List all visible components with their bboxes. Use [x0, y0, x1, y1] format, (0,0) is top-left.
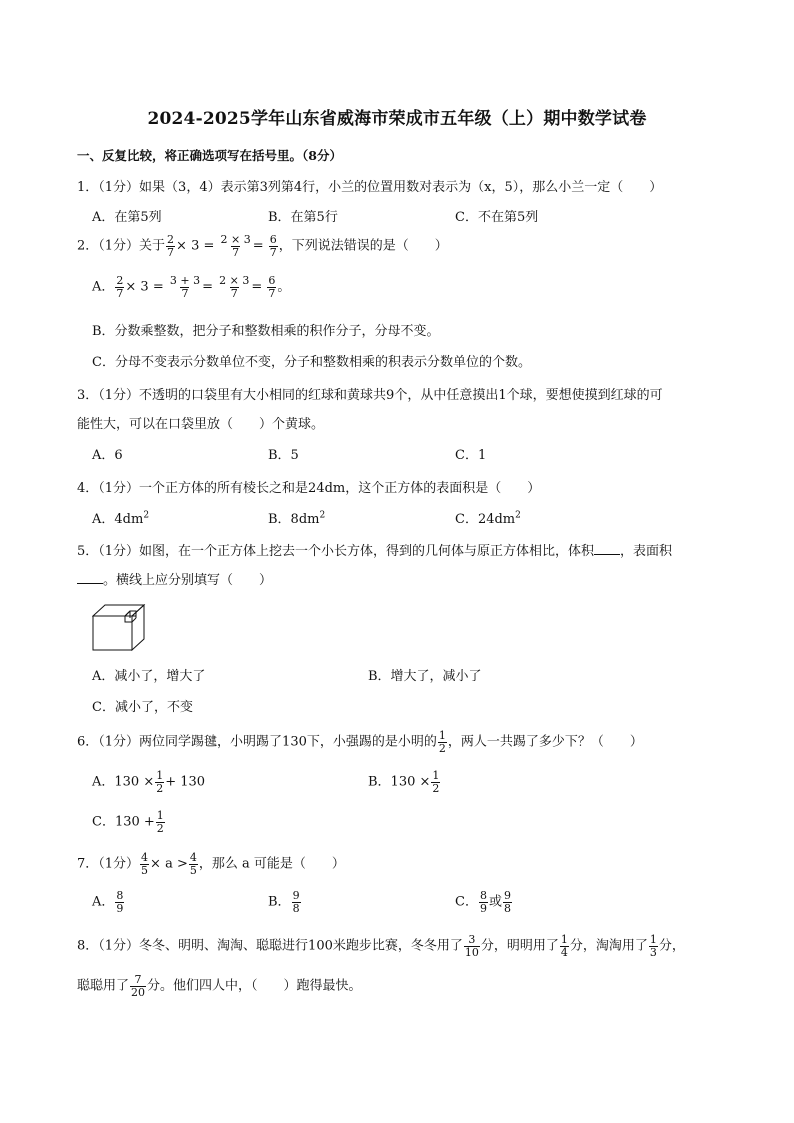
text-run: 。 — [277, 279, 291, 295]
question-2 — [77, 234, 448, 258]
numerator: 4 — [141, 851, 149, 864]
text-run: 2 — [319, 510, 326, 521]
text-run: 分， — [658, 938, 685, 954]
fraction — [166, 234, 175, 258]
numerator: 3 — [468, 933, 476, 946]
fraction — [220, 234, 252, 258]
numerator: 1 — [432, 769, 440, 782]
text-run: 8．（1分）冬冬、明明、淘淘、聪聪进行100米跑步比赛，冬冬用了 — [77, 938, 463, 954]
denominator: 7 — [269, 245, 277, 259]
question-3-line-2: 能性大，可以在口袋里放（ ）个黄球。 — [77, 417, 325, 432]
fraction — [649, 934, 658, 958]
numerator: 8 — [479, 889, 487, 902]
q1-option-b: B．在第5行 — [268, 210, 338, 225]
denominator: 7 — [232, 245, 240, 259]
denominator: 8 — [292, 901, 300, 915]
q4-option-c — [455, 508, 521, 527]
text-run: 6．（1分）两位同学踢毽，小明踢了130下，小强踢的是小明的 — [77, 734, 437, 750]
text-run: 7．（1分） — [77, 856, 140, 872]
denominator: 2 — [432, 781, 440, 795]
text-run: = — [251, 279, 263, 295]
denominator: 3 — [649, 945, 657, 959]
cube-side-face — [132, 605, 144, 650]
fraction — [189, 852, 198, 876]
question-8-line-1 — [77, 934, 685, 958]
q2-option-b: B．分数乘整数，把分子和整数相乘的积作分子，分母不变。 — [92, 324, 440, 339]
fraction — [292, 890, 301, 914]
q6-option-a — [92, 770, 205, 794]
text-run: × a > — [150, 856, 188, 872]
q7-option-a — [92, 890, 125, 914]
numerator: 9 — [503, 889, 511, 902]
denominator: 5 — [189, 863, 197, 877]
denominator: 2 — [438, 741, 446, 755]
text-run: B．130 × — [368, 774, 431, 790]
question-1: 1．（1分）如果（3，4）表示第3列第4行，小兰的位置用数对表示为（x，5），那么小兰一定（ ） — [77, 180, 663, 195]
question-5-line-1 — [77, 540, 672, 559]
denominator: 7 — [181, 286, 189, 300]
q7-option-c — [455, 890, 513, 914]
question-4: 4．（1分）一个正方体的所有棱长之和是24dm，这个正方体的表面积是（ ） — [77, 481, 541, 496]
numerator: 2 × 3 — [219, 274, 250, 287]
text-run: A．4dm — [92, 512, 144, 527]
text-run: 或 — [488, 894, 502, 910]
fraction — [464, 934, 480, 958]
numerator: 4 — [189, 851, 197, 864]
fraction — [130, 974, 146, 998]
text-run: 分，明明用了 — [480, 938, 559, 954]
numerator: 7 — [134, 973, 142, 986]
denominator: 8 — [503, 901, 511, 915]
denominator: 9 — [116, 901, 124, 915]
denominator: 7 — [268, 286, 276, 300]
numerator: 3 + 3 — [169, 274, 201, 287]
text-run: A．130 × — [92, 774, 155, 790]
section-heading: 一、反复比较，将正确选项写在括号里。（8分） — [77, 148, 342, 163]
text-run: C． — [455, 894, 478, 910]
text-run: × 3 = — [125, 279, 164, 295]
q3-option-b: B．5 — [268, 448, 299, 463]
numerator: 9 — [292, 889, 300, 902]
text-run: C．24dm — [455, 512, 516, 527]
text-run: = — [202, 279, 213, 295]
text-run: C．130 + — [92, 814, 155, 830]
exam-title: 2024-2025学年山东省威海市荣成市五年级（上）期中数学试卷 — [147, 109, 647, 129]
q1-option-a: A．在第5列 — [92, 210, 162, 225]
text-run: 分。他们四人中，（ ）跑得最快。 — [147, 978, 362, 994]
fraction — [115, 890, 124, 914]
text-run: ，表面积 — [620, 544, 673, 559]
q4-option-a — [92, 508, 149, 527]
numerator: 1 — [156, 809, 164, 822]
text-run: 2 — [515, 510, 521, 521]
cube-front-face — [93, 616, 132, 650]
text-run: ，那么 a 可能是（ ） — [198, 856, 345, 872]
fraction — [438, 730, 447, 754]
fraction — [140, 852, 149, 876]
q3-option-a: A．6 — [92, 448, 123, 463]
denominator: 4 — [560, 945, 568, 959]
q4-option-b — [268, 508, 325, 527]
numerator: 1 — [560, 933, 568, 946]
q1-option-c: C．不在第5列 — [455, 210, 539, 225]
text-run: ，下列说法错误的是（ ） — [278, 238, 448, 254]
numerator: 2 — [116, 274, 124, 287]
text-run: B． — [268, 894, 291, 910]
text-run: A． — [92, 894, 115, 910]
fraction — [115, 275, 124, 299]
numerator: 1 — [649, 933, 657, 946]
denominator: 7 — [230, 286, 238, 300]
question-8-line-2 — [77, 974, 362, 998]
answer-blank — [77, 571, 103, 584]
cube-figure — [92, 604, 146, 652]
denominator: 2 — [156, 781, 164, 795]
numerator: 1 — [156, 769, 164, 782]
text-run: B．8dm — [268, 512, 320, 527]
text-run: × 3 = — [176, 238, 215, 254]
text-run: A． — [92, 279, 115, 295]
numerator: 6 — [268, 274, 276, 287]
text-run: 5．（1分）如图，在一个正方体上挖去一个小长方体，得到的几何体与原正方体相比，体积 — [77, 544, 595, 559]
denominator: 7 — [167, 245, 175, 259]
numerator: 2 × 3 — [220, 233, 251, 246]
fraction — [269, 234, 278, 258]
text-run: 。横线上应分别填写（ ） — [103, 573, 273, 588]
q7-option-b — [268, 890, 302, 914]
q2-option-c: C．分母不变表示分数单位不变，分子和整数相乘的积表示分数单位的个数。 — [92, 355, 531, 370]
cutout-front — [125, 616, 132, 622]
answer-blank — [594, 542, 620, 555]
text-run: 2．（1分）关于 — [77, 238, 166, 254]
denominator: 9 — [479, 901, 487, 915]
denominator: 5 — [141, 863, 149, 877]
question-5-line-2 — [77, 569, 272, 588]
denominator: 7 — [116, 286, 124, 300]
fraction — [156, 810, 165, 834]
text-run: = — [252, 238, 264, 254]
numerator: 1 — [438, 729, 446, 742]
fraction — [267, 275, 276, 299]
denominator: 2 — [156, 821, 164, 835]
fraction — [479, 890, 488, 914]
numerator: 2 — [167, 233, 175, 246]
q6-option-c — [92, 810, 166, 834]
denominator: 20 — [131, 985, 146, 999]
q6-option-b — [368, 770, 441, 794]
fraction — [218, 275, 250, 299]
q5-option-b: B．增大了，减小了 — [368, 669, 482, 684]
fraction — [169, 275, 201, 299]
question-6 — [77, 730, 643, 754]
fraction — [503, 890, 512, 914]
text-run: 分，淘淘用了 — [569, 938, 648, 954]
numerator: 8 — [116, 889, 124, 902]
q2-option-a — [92, 275, 290, 299]
fraction — [560, 934, 569, 958]
denominator: 10 — [464, 945, 479, 959]
q3-option-c: C．1 — [455, 448, 487, 463]
question-3-line-1: 3．（1分）不透明的口袋里有大小相同的红球和黄球共9个，从中任意摸出1个球，要想使摸到红球的可 — [77, 388, 663, 403]
q5-option-a: A．减小了，增大了 — [92, 669, 206, 684]
text-run: 聪聪用了 — [77, 978, 130, 994]
q5-option-c: C．减小了，不变 — [92, 700, 193, 715]
fraction — [431, 770, 440, 794]
fraction — [155, 770, 164, 794]
question-7 — [77, 852, 345, 876]
text-run: ，两人一共踢了多少下？（ ） — [447, 734, 643, 750]
text-run: 2 — [143, 510, 150, 521]
text-run: + 130 — [165, 774, 206, 790]
numerator: 6 — [269, 233, 277, 246]
